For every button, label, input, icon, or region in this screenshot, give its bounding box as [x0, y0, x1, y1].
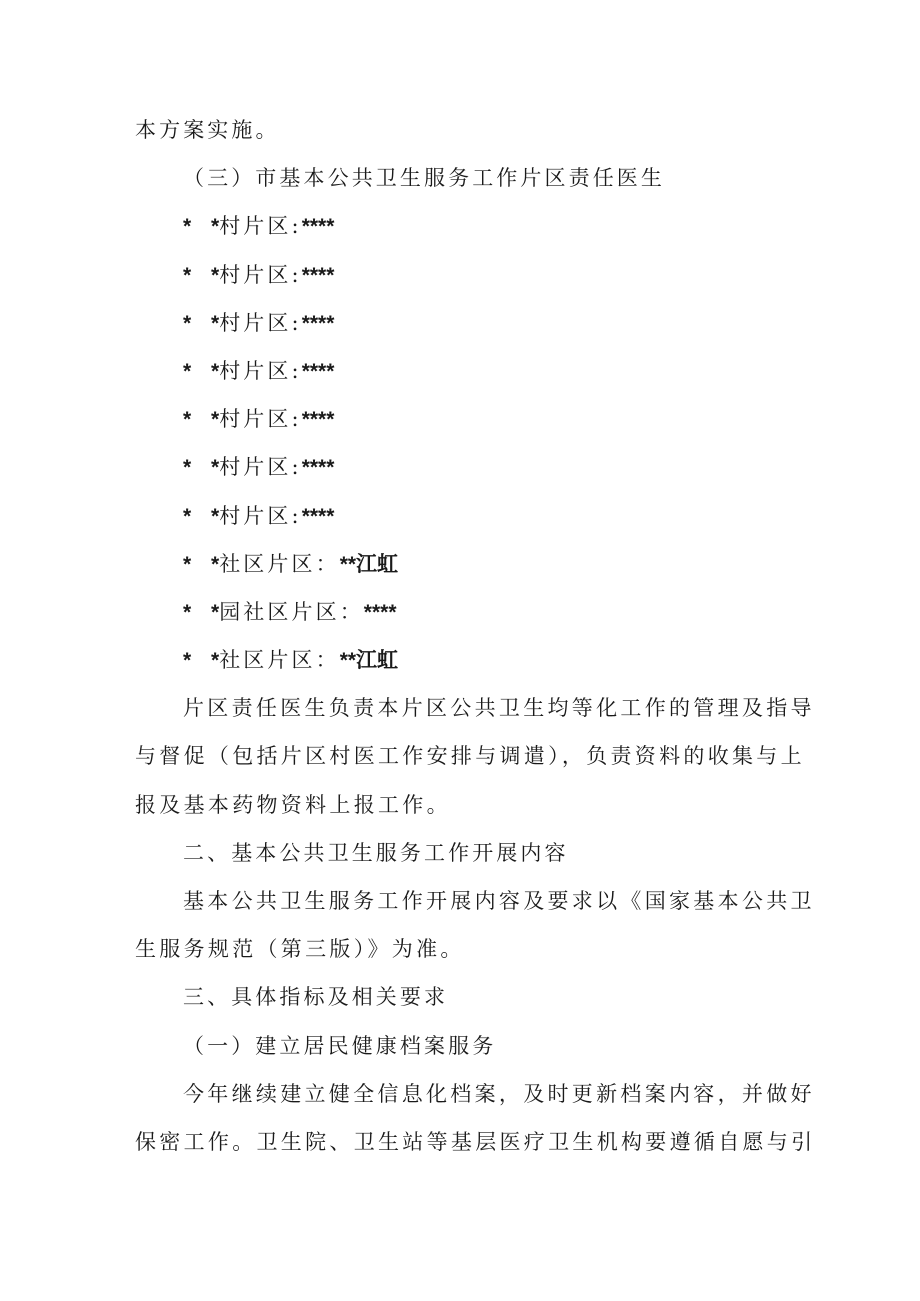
bullet-asterisk: *	[183, 359, 192, 383]
district-item	[135, 257, 791, 305]
district-prefix: *	[211, 408, 220, 432]
doctor-name: **江虹	[339, 649, 399, 673]
separator: :	[291, 503, 302, 528]
separator: :	[291, 455, 302, 480]
separator: ：	[339, 599, 364, 624]
section2-heading: 二、基本公共卫生服务工作开展内容	[183, 840, 569, 865]
paragraph-line: 与督促（包括片区村医工作安排与调遣），负责资料的收集与上	[135, 744, 805, 769]
doctor-name: **江虹	[339, 552, 399, 576]
separator: ：	[315, 551, 340, 576]
paragraph-line: 生服务规范（第三版）》为准。	[135, 937, 465, 962]
district-name: 社区片区	[219, 648, 316, 673]
separator: :	[291, 310, 302, 335]
separator: ：	[315, 648, 340, 673]
responsibility-paragraph	[135, 690, 815, 835]
bullet-asterisk: *	[183, 311, 192, 335]
bullet-asterisk: *	[183, 552, 192, 576]
district-name: 村片区	[219, 455, 292, 480]
district-prefix: *	[211, 311, 220, 335]
district-prefix: *	[211, 263, 220, 287]
district-name: 村片区	[219, 214, 292, 239]
district-prefix: *	[211, 504, 220, 528]
district-item	[135, 594, 791, 642]
district-item	[135, 449, 791, 497]
doctor-name: ****	[301, 263, 335, 287]
document-page	[135, 112, 816, 1172]
paragraph-line: 报及基本药物资料上报工作。	[135, 792, 451, 817]
section3-paragraph	[135, 1076, 816, 1172]
district-item	[135, 401, 791, 449]
paragraph-line: 基本公共卫生服务工作开展内容及要求以《国家基本公共卫	[183, 889, 815, 913]
bullet-asterisk: *	[183, 263, 192, 287]
section3-heading: 三、具体指标及相关要求	[183, 985, 449, 1010]
district-item	[135, 642, 791, 690]
district-name: 村片区	[219, 310, 292, 335]
district-prefix: *	[211, 456, 220, 480]
district-prefix: *	[211, 649, 220, 673]
district-name: 社区片区	[219, 551, 316, 576]
district-name: 村片区	[219, 503, 292, 528]
section2-paragraph	[135, 883, 815, 979]
bullet-asterisk: *	[183, 504, 192, 528]
district-name: 村片区	[219, 262, 292, 287]
paragraph-line: 保密工作。卫生院、卫生站等基层医疗卫生机构要遵循自愿与引	[135, 1129, 816, 1154]
bullet-asterisk: *	[183, 408, 192, 432]
district-prefix: *	[211, 552, 220, 576]
doctor-name: ****	[301, 456, 335, 480]
district-name: 园社区片区	[219, 599, 340, 624]
doctor-name: ****	[363, 600, 397, 624]
section3-subheading: （一）建立居民健康档案服务	[183, 1033, 497, 1058]
bullet-asterisk: *	[183, 215, 192, 239]
bullet-asterisk: *	[183, 600, 192, 624]
district-prefix: *	[211, 215, 220, 239]
district-name: 村片区	[219, 407, 292, 432]
district-item	[135, 208, 791, 256]
bullet-asterisk: *	[183, 456, 192, 480]
paragraph-line: 今年继续建立健全信息化档案，及时更新档案内容，并做好	[183, 1081, 815, 1106]
doctor-name: ****	[301, 359, 335, 383]
separator: :	[291, 358, 302, 383]
paragraph-line: 片区责任医生负责本片区公共卫生均等化工作的管理及指导	[183, 696, 815, 721]
district-item	[135, 498, 791, 546]
doctor-name: ****	[301, 504, 335, 528]
doctor-name: ****	[301, 311, 335, 335]
district-item	[135, 546, 791, 594]
district-item	[135, 305, 791, 353]
district-item	[135, 353, 791, 401]
bullet-asterisk: *	[183, 649, 192, 673]
continuation-line: 本方案实施。	[135, 118, 280, 142]
subheading-district-doctors: （三）市基本公共卫生服务工作片区责任医生	[183, 166, 665, 191]
district-list	[135, 208, 791, 690]
separator: :	[291, 407, 302, 432]
separator: :	[291, 214, 302, 239]
doctor-name: ****	[301, 408, 335, 432]
doctor-name: ****	[301, 215, 335, 239]
district-name: 村片区	[219, 358, 292, 383]
separator: :	[291, 262, 302, 287]
district-prefix: *	[211, 359, 220, 383]
district-prefix: *	[211, 600, 220, 624]
